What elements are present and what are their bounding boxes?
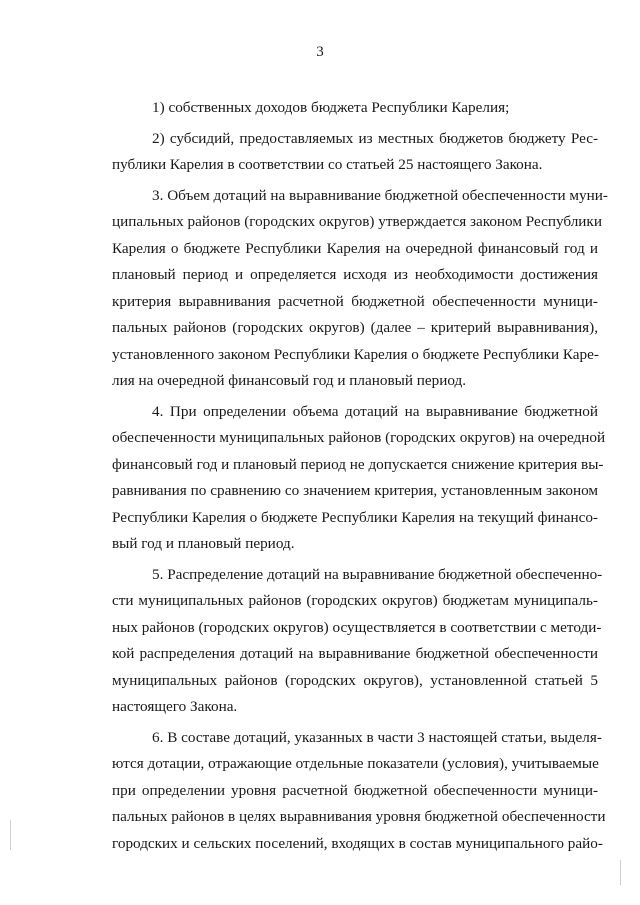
paragraph-2-line-1: 2) субсидий, предоставляемых из местных бюджетов бюджету Рес- bbox=[152, 129, 598, 147]
paragraph-6-line-4: пальных районов в целях выравнивания уровня бюджетной обеспеченности bbox=[112, 808, 606, 825]
paragraph-6-line-3: при определении уровня расчетной бюджетной обеспеченности муници- bbox=[112, 781, 598, 799]
paragraph-3-line-5: критерия выравнивания расчетной бюджетной обеспеченности муници- bbox=[112, 292, 598, 310]
paragraph-4-line-5: Республики Карелия о бюджете Республики Карелия на текущий финансо- bbox=[112, 508, 598, 526]
paragraph-3-line-3: Карелия о бюджете Республики Карелия на очередной финансовый год и bbox=[112, 239, 598, 257]
paragraph-6-line-1: 6. В составе дотаций, указанных в части 3 настоящей статьи, выделя- bbox=[152, 728, 602, 746]
paragraph-2-line-2: публики Карелия в соответствии со статьей 25 настоящего Закона. bbox=[112, 156, 543, 173]
paragraph-3-line-6: пальных районов (городских округов) (далее – критерий выравнивания), bbox=[112, 319, 598, 336]
paragraph-5-line-1: 5. Распределение дотаций на выравнивание бюджетной обеспеченно- bbox=[152, 565, 603, 583]
paragraph-5-line-6: настоящего Закона. bbox=[112, 698, 238, 715]
paragraph-6-line-5: городских и сельских поселений, входящих в состав муниципального райо- bbox=[112, 834, 603, 852]
paragraph-4-line-2: обеспеченности муниципальных районов (городских округов) на очередной bbox=[112, 429, 606, 446]
paragraph-5-line-2: сти муниципальных районов (городских округов) бюджетам муниципаль- bbox=[112, 592, 598, 609]
document-body bbox=[112, 95, 608, 857]
paragraph-3-line-2: ципальных районов (городских округов) утверждается законом Республики bbox=[112, 213, 602, 230]
page-number: 3 bbox=[316, 44, 324, 60]
scan-edge-mark-left bbox=[10, 820, 11, 850]
paragraph-6-line-2: ются дотации, отражающие отдельные показатели (условия), учитываемые bbox=[112, 755, 599, 772]
paragraph-4-line-1: 4. При определении объема дотаций на выравнивание бюджетной bbox=[152, 402, 598, 420]
paragraph-1-line-1: 1) собственных доходов бюджета Республики Карелия; bbox=[152, 99, 510, 116]
paragraph-5-line-3: ных районов (городских округов) осуществляется в соответствии с методи- bbox=[112, 618, 602, 636]
paragraph-3-line-1: 3. Объем дотаций на выравнивание бюджетной обеспеченности муни- bbox=[152, 186, 608, 204]
paragraph-3-line-8: лия на очередной финансовый год и плановый период. bbox=[112, 372, 467, 389]
paragraph-4-line-4: равнивания по сравнению со значением критерия, установленным законом bbox=[112, 482, 598, 499]
paragraph-4-line-3: финансовый год и плановый период не допускается снижение критерия вы- bbox=[112, 455, 604, 473]
scan-edge-mark-right bbox=[620, 860, 621, 885]
paragraph-3-line-7: установленного законом Республики Карелия о бюджете Республики Каре- bbox=[112, 345, 599, 363]
paragraph-4-line-6: вый год и плановый период. bbox=[112, 535, 295, 552]
paragraph-5-line-4: кой распределения дотаций на выравнивание бюджетной обеспеченности bbox=[112, 645, 598, 662]
paragraph-3-line-4: плановый период и определяется исходя из необходимости достижения bbox=[112, 266, 598, 283]
paragraph-5-line-5: муниципальных районов (городских округов), установленной статьей 5 bbox=[112, 671, 598, 689]
